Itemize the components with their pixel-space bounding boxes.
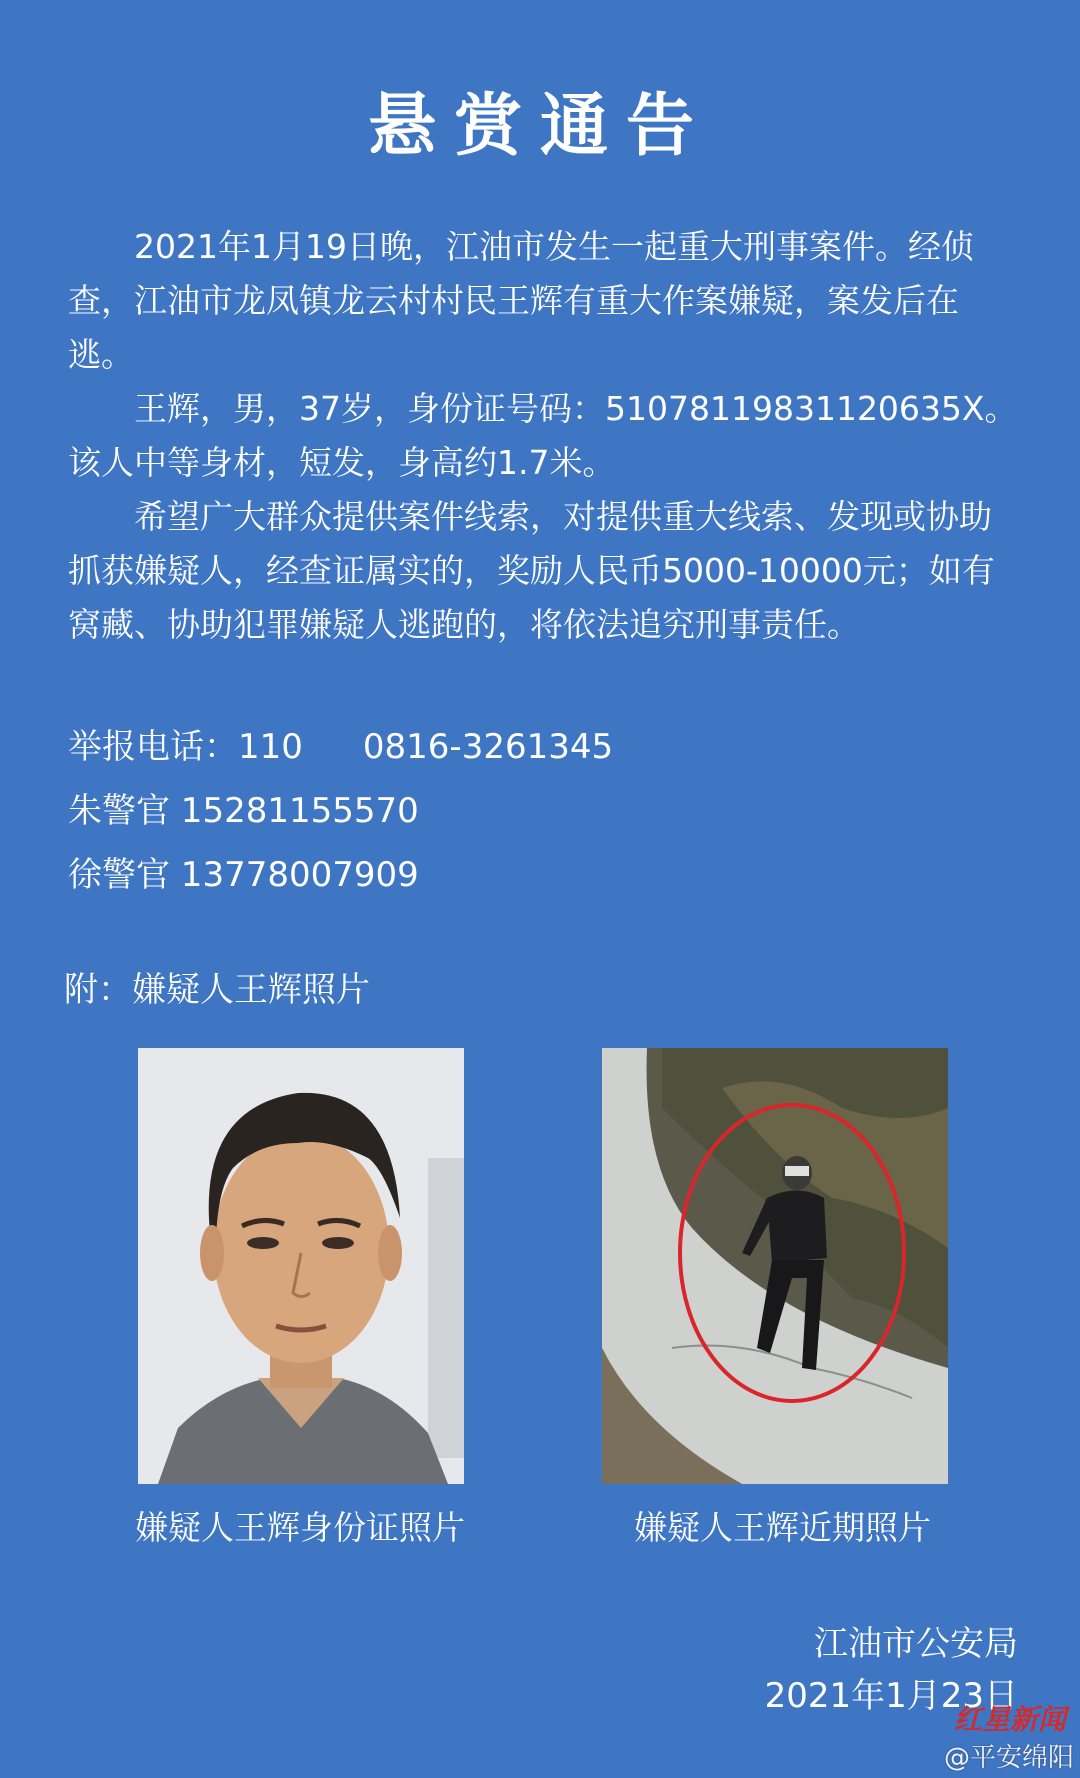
watermark-account: @平安绵阳	[943, 1743, 1074, 1773]
hotline-label: 举报电话：110	[68, 727, 303, 767]
officer-xu: 徐警官 13778007909	[68, 855, 419, 895]
hotline-row	[68, 715, 613, 779]
watermark-logo: 红星新闻	[953, 1703, 1066, 1736]
hotline-number: 0816-3261345	[362, 727, 614, 767]
suspect-recent-photo	[602, 1048, 948, 1484]
attachment-label: 附：嫌疑人王辉照片	[64, 970, 370, 1010]
issue-date: 2021年1月23日	[764, 1676, 1018, 1716]
officer-zhu: 朱警官 15281155570	[68, 791, 419, 831]
recent-photo-caption: 嫌疑人王辉近期照片	[634, 1508, 931, 1547]
notice-title: 悬赏通告	[367, 87, 712, 166]
id-photo-caption: 嫌疑人王辉身份证照片	[135, 1508, 465, 1547]
issuing-agency: 江油市公安局	[814, 1624, 1018, 1664]
suspect-id-photo	[138, 1048, 464, 1484]
paragraph-reward: 希望广大群众提供案件线索，对提供重大线索、发现或协助抓获嫌疑人，经查证属实的，奖励人民币5000-10000元；如有窝藏、协助犯罪嫌疑人逃跑的，将依法追究刑事责任。	[68, 497, 995, 644]
paragraph-suspect: 王辉，男，37岁，身份证号码：51078119831120635X。该人中等身材，短发，身高约1.7米。	[68, 389, 1018, 482]
recent-photo-graphic	[602, 1048, 948, 1484]
id-photo-graphic	[138, 1048, 464, 1484]
notice-body	[68, 220, 1018, 652]
paragraph-case: 2021年1月19日晚，江油市发生一起重大刑事案件。经侦查，江油市龙凤镇龙云村村民王辉有重大作案嫌疑，案发后在逃。	[68, 227, 974, 374]
contact-section	[68, 715, 613, 907]
